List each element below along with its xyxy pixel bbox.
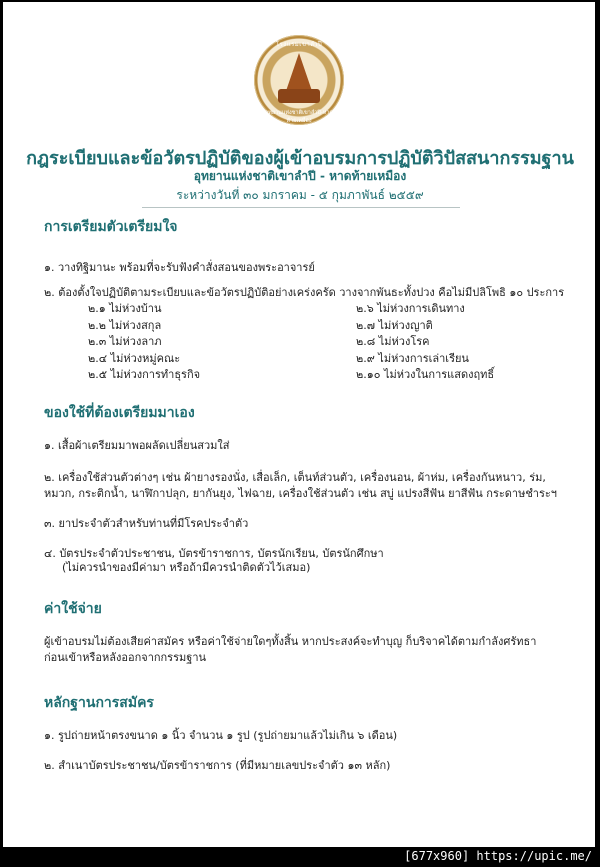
list-item: ๓. ยาประจำตัวสำหรับท่านที่มีโรคประจำตัว — [44, 517, 249, 530]
sub-item: ๒.๑๐ ไม่ห่วงในการแสดงฤทธิ์ — [356, 368, 495, 381]
logo-ring-bottom: อุทยานแห่งชาติเขาลำปี-หาดท้ายเหมือง — [264, 110, 334, 124]
list-item: ๑. เสื้อผ้าเตรียมมาพอผลัดเปลี่ยนสวมใส่ — [44, 439, 230, 452]
list-item: ๒. สำเนาบัตรประชาชน/บัตรข้าราชการ (ที่มีหมายเลขประจำตัว ๑๓ หลัก) — [44, 759, 391, 772]
section-heading-supplies: ของใช้ที่ต้องเตรียมมาเอง — [44, 405, 195, 421]
sub-item: ๒.๔ ไม่ห่วงหมู่คณะ — [88, 352, 181, 365]
sub-item: ๒.๓ ไม่ห่วงลาภ — [88, 335, 162, 348]
list-item: ๑. วางทิฐิมานะ พร้อมที่จะรับฟังคำสั่งสอนของพระอาจารย์ — [44, 261, 315, 274]
location-subtitle: อุทยานแห่งชาติเขาลำปี - หาดท้ายเหมือง — [193, 169, 407, 183]
date-range: ระหว่างวันที่ ๓๐ มกราคม - ๕ กุมภาพันธ์ ๒๕๕๙ — [176, 188, 424, 202]
sub-item: ๒.๗ ไม่ห่วงญาติ — [356, 319, 433, 332]
document-title: กฎระเบียบและข้อวัตรปฏิบัติของผู้เข้าอบรมการปฏิบัติวิปัสสนากรรมฐาน — [26, 148, 574, 169]
list-item: ๒. เครื่องใช้ส่วนตัวต่างๆ เช่น ผ้ายางรองนั่ง, เสื่อเล็ก, เต็นท์ส่วนตัว, เครื่องนอน, ผ้าห่ม, เครื่องกันหนาว, ร่ม, — [44, 471, 546, 484]
list-item: ๒. ต้องตั้งใจปฏิบัติตามระเบียบและข้อวัตรปฏิบัติอย่างเคร่งครัด วางจากพันธะทั้งปวง คือไม่มีปลิโพธิ ๑๐ ประการ — [44, 286, 565, 299]
section-heading-documents: หลักฐานการสมัคร — [44, 695, 154, 711]
logo-ring-top: โรงแรมเขาลำปี — [275, 41, 323, 48]
mountain-icon — [278, 89, 320, 103]
list-item: ๑. รูปถ่ายหน้าตรงขนาด ๑ นิ้ว จำนวน ๑ รูป (รูปถ่ายมาแล้วไม่เกิน ๖ เดือน) — [44, 729, 398, 742]
sub-item: ๒.๘ ไม่ห่วงโรค — [356, 335, 430, 348]
sub-item: ๒.๖ ไม่ห่วงการเดินทาง — [356, 302, 465, 315]
section-heading-expenses: ค่าใช้จ่าย — [44, 601, 102, 617]
document-page — [3, 2, 595, 847]
title-divider — [142, 207, 460, 208]
watermark-text: [677x960] https://upic.me/ — [404, 849, 592, 863]
stupa-icon — [286, 53, 312, 91]
list-item: ๔. บัตรประจำตัวประชาชน, บัตรข้าราชการ, บัตรนักเรียน, บัตรนักศึกษา — [44, 547, 384, 560]
paragraph-continued: ก่อนเข้าหรือหลังออกจากกรรมฐาน — [44, 651, 207, 664]
paragraph: ผู้เข้าอบรมไม่ต้องเสียค่าสมัคร หรือค่าใช้จ่ายใดๆทั้งสิ้น หากประสงค์จะทำบุญ ก็บริจาคได้ตามกำลังศรัทธา — [44, 635, 537, 648]
footer-bar — [0, 847, 600, 867]
park-emblem-logo — [254, 35, 344, 125]
section-heading-preparation: การเตรียมตัวเตรียมใจ — [44, 219, 178, 235]
sub-item: ๒.๑ ไม่ห่วงบ้าน — [88, 302, 162, 315]
list-item-note: (ไม่ควรนำของมีค่ามา หรือถ้ามีควรนำติดตัวไว้เสมอ) — [62, 561, 311, 574]
sub-item: ๒.๒ ไม่ห่วงสกุล — [88, 319, 162, 332]
sub-item: ๒.๕ ไม่ห่วงการทำธุรกิจ — [88, 368, 201, 381]
list-item-continued: หมวก, กระติกน้ำ, นาฬิกาปลุก, ยากันยุง, ไฟฉาย, เครื่องใช้ส่วนตัว เช่น สบู่ แปรงสีฟัน ยาสีฟัน กระดาษชำระฯ — [44, 487, 557, 500]
sub-item: ๒.๙ ไม่ห่วงการเล่าเรียน — [356, 352, 469, 365]
